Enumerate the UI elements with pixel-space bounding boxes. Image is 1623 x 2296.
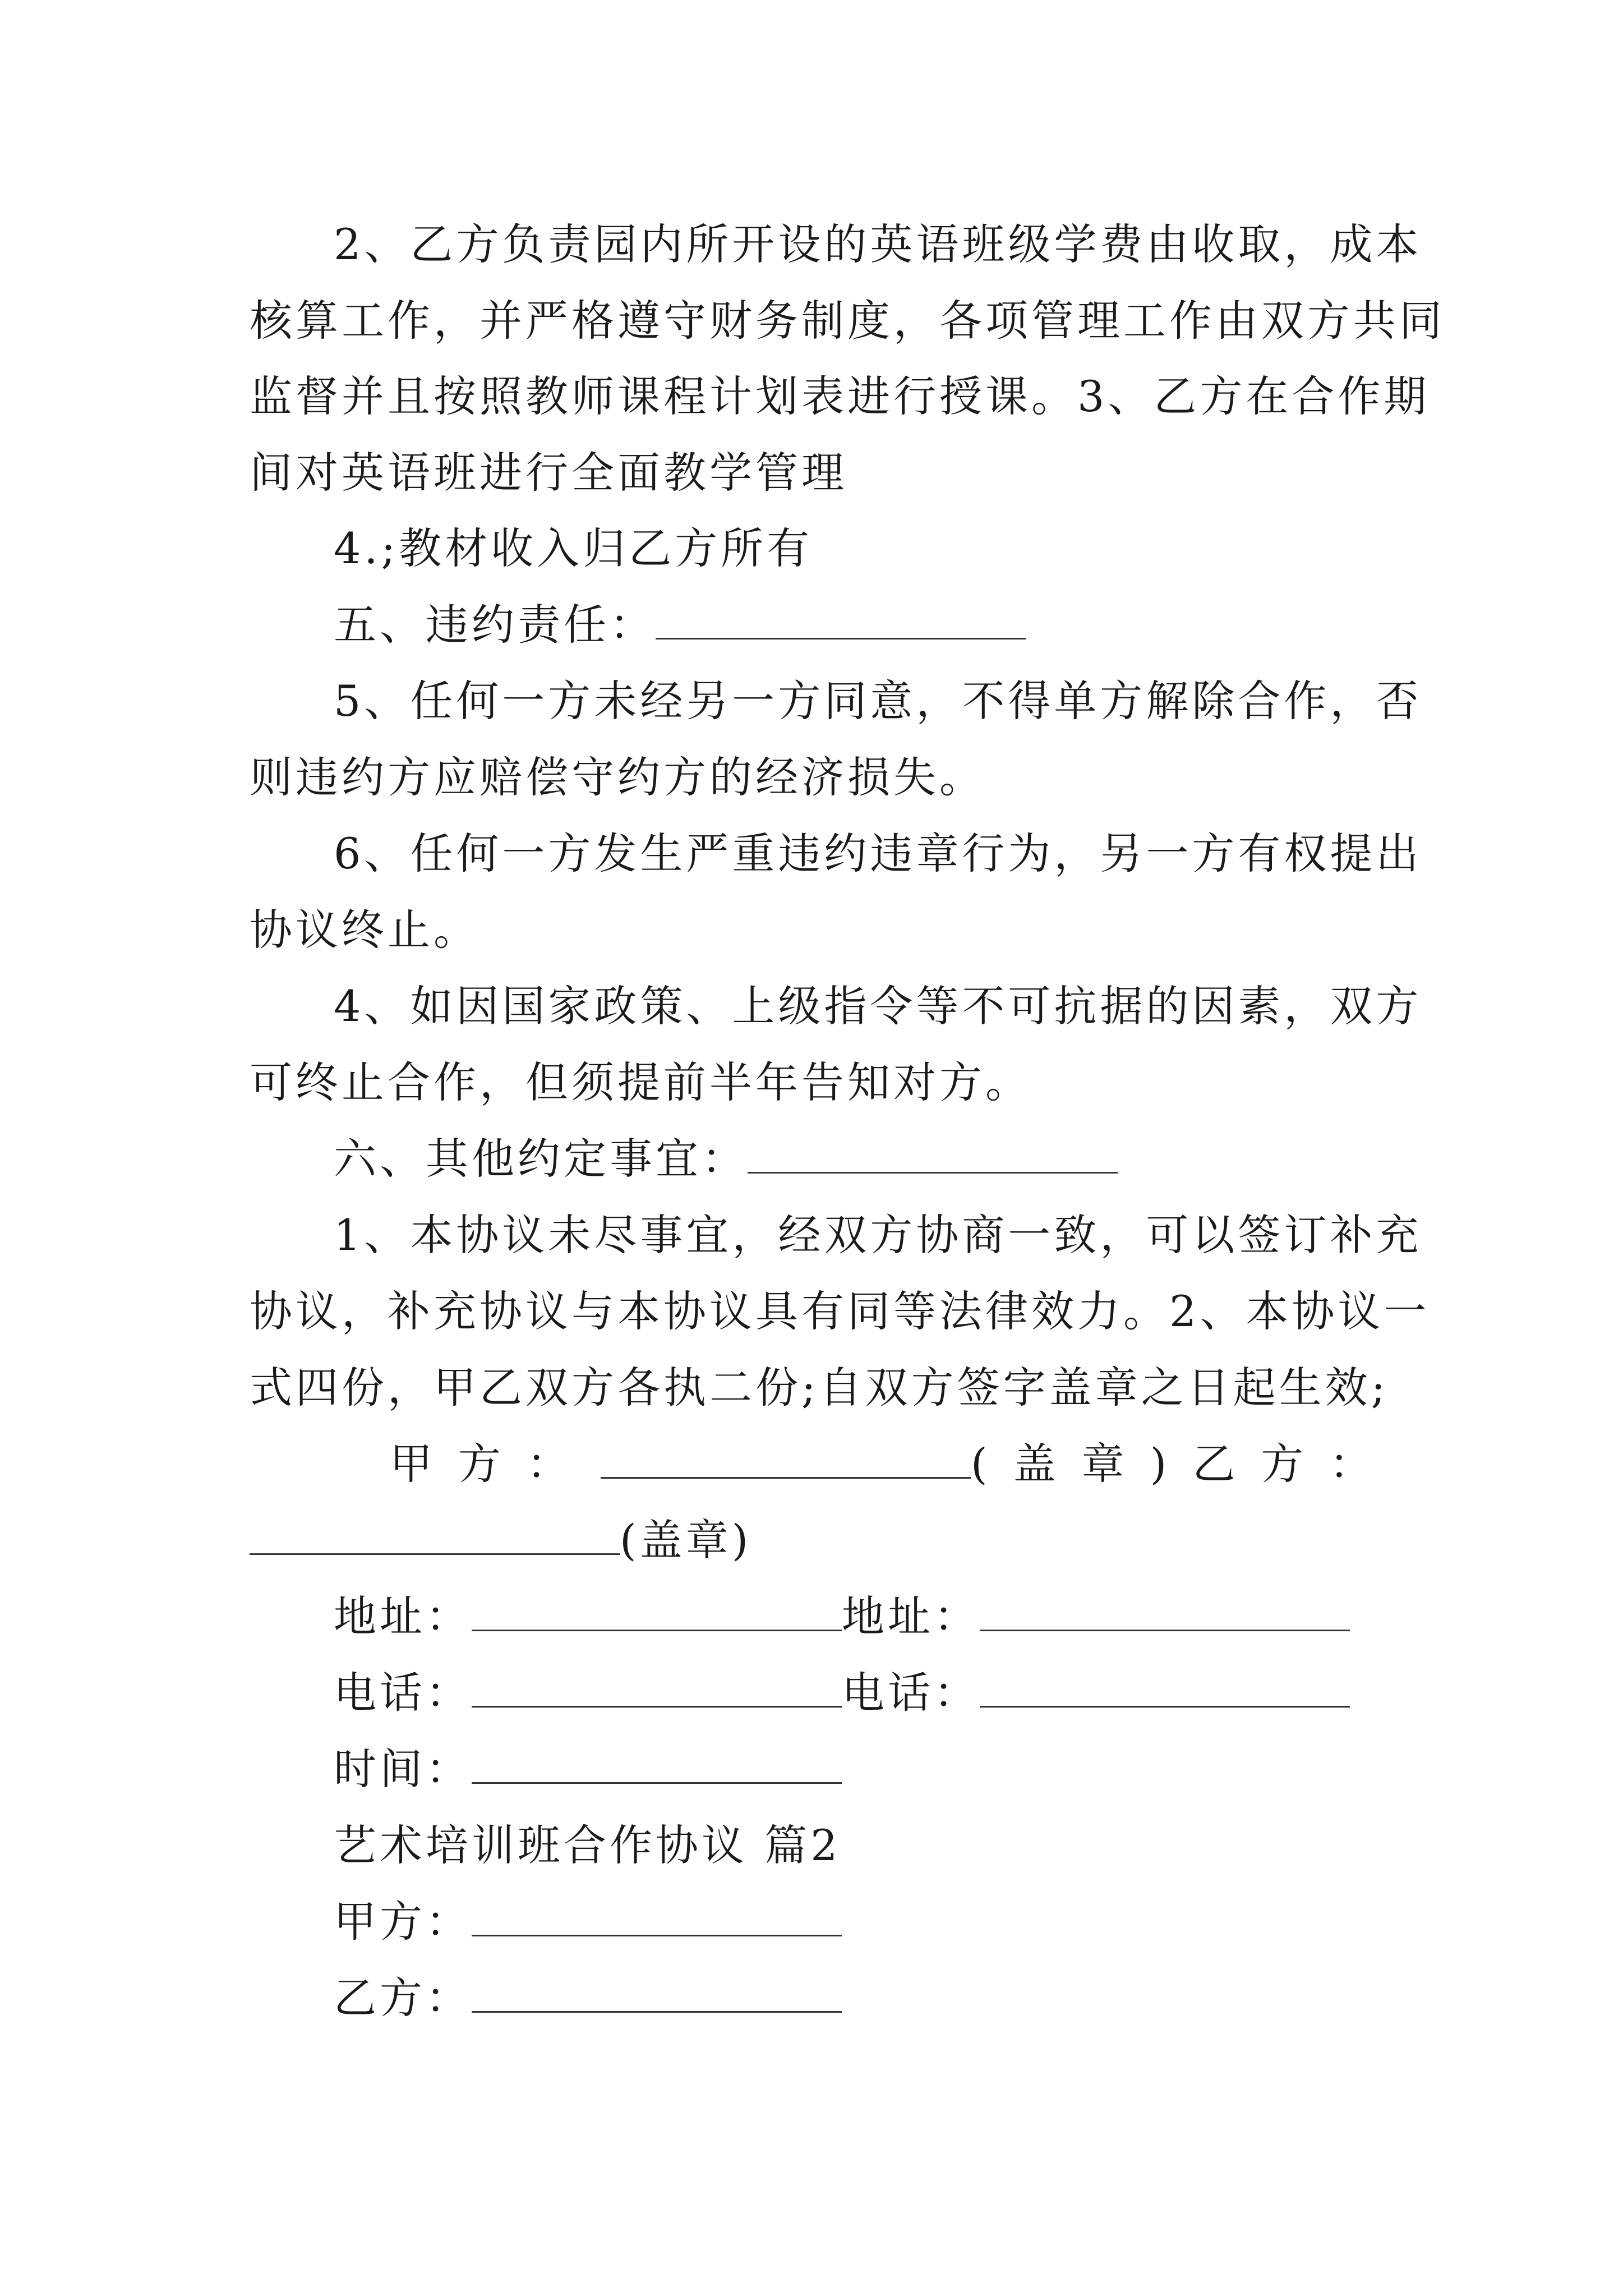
party-b-label: 乙方： (334, 1973, 472, 2023)
paragraph-line: 式四份，甲乙双方各执二份;自双方签字盖章之日起生效; (250, 1363, 1389, 1412)
fill-in-blank (748, 1140, 1118, 1174)
seal-label: (盖章) (971, 1439, 1193, 1489)
time-row (334, 1744, 842, 1794)
party-b-signature-line (250, 1515, 752, 1565)
paragraph-line: 6、任何一方发生严重违约违章行为，另一方有权提出 (334, 829, 1422, 878)
party-a-label: 甲方： (390, 1439, 595, 1489)
paragraph-line: 协议，补充协议与本协议具有同等法律效力。2、本协议一 (250, 1286, 1430, 1336)
other-matters-heading (334, 1134, 1118, 1184)
paragraph-line: 5、任何一方未经另一方同意，不得单方解除合作，否 (334, 676, 1422, 726)
phone-label: 电话： (842, 1668, 980, 1718)
party-b-row (334, 1973, 842, 2023)
phone-label: 电话： (334, 1668, 472, 1718)
address-blank-b (980, 1598, 1350, 1631)
heading-text: 六、其他约定事宜： (334, 1134, 748, 1184)
party-a-blank (601, 1446, 971, 1479)
party-a-label: 甲方： (334, 1897, 472, 1947)
seal-label: (盖章) (620, 1515, 752, 1565)
address-blank-a (472, 1598, 842, 1631)
address-label: 地址： (334, 1591, 472, 1641)
time-label: 时间： (334, 1744, 472, 1794)
party-b-blank (250, 1522, 620, 1555)
paragraph-line: 4.;教材收入归乙方所有 (334, 523, 813, 573)
paragraph-line: 4、如因国家政策、上级指令等不可抗据的因素，双方 (334, 981, 1422, 1031)
paragraph-line: 2、乙方负责园内所开设的英语班级学费由收取，成本 (334, 219, 1422, 269)
paragraph-line: 协议终止。 (250, 905, 479, 955)
paragraph-line: 间对英语班进行全面教学管理 (250, 448, 847, 498)
address-row (334, 1591, 1350, 1641)
address-label: 地址： (842, 1591, 980, 1641)
paragraph-line: 监督并且按照教师课程计划表进行授课。3、乙方在合作期 (250, 371, 1430, 421)
party-b-label: 乙方： (1192, 1439, 1398, 1489)
time-blank (472, 1751, 842, 1784)
fill-in-blank (656, 606, 1026, 639)
paragraph-line: 核算工作，并严格遵守财务制度，各项管理工作由双方共同 (250, 296, 1445, 346)
paragraph-line: 可终止合作，但须提前半年告知对方。 (250, 1057, 1031, 1107)
phone-row (334, 1668, 1350, 1718)
breach-liability-heading (334, 600, 1026, 650)
phone-blank-b (980, 1674, 1350, 1708)
party-a-blank (472, 1903, 842, 1936)
heading-text: 五、违约责任： (334, 600, 656, 650)
phone-blank-a (472, 1674, 842, 1708)
paragraph-line: 1、本协议未尽事宜，经双方协商一致，可以签订补充 (334, 1210, 1422, 1260)
section-title: 艺术培训班合作协议 篇2 (334, 1820, 841, 1870)
party-a-signature-line (390, 1439, 1398, 1489)
party-b-blank (472, 1980, 842, 2013)
paragraph-line: 则违约方应赔偿守约方的经济损失。 (250, 752, 985, 802)
party-a-row (334, 1897, 842, 1947)
